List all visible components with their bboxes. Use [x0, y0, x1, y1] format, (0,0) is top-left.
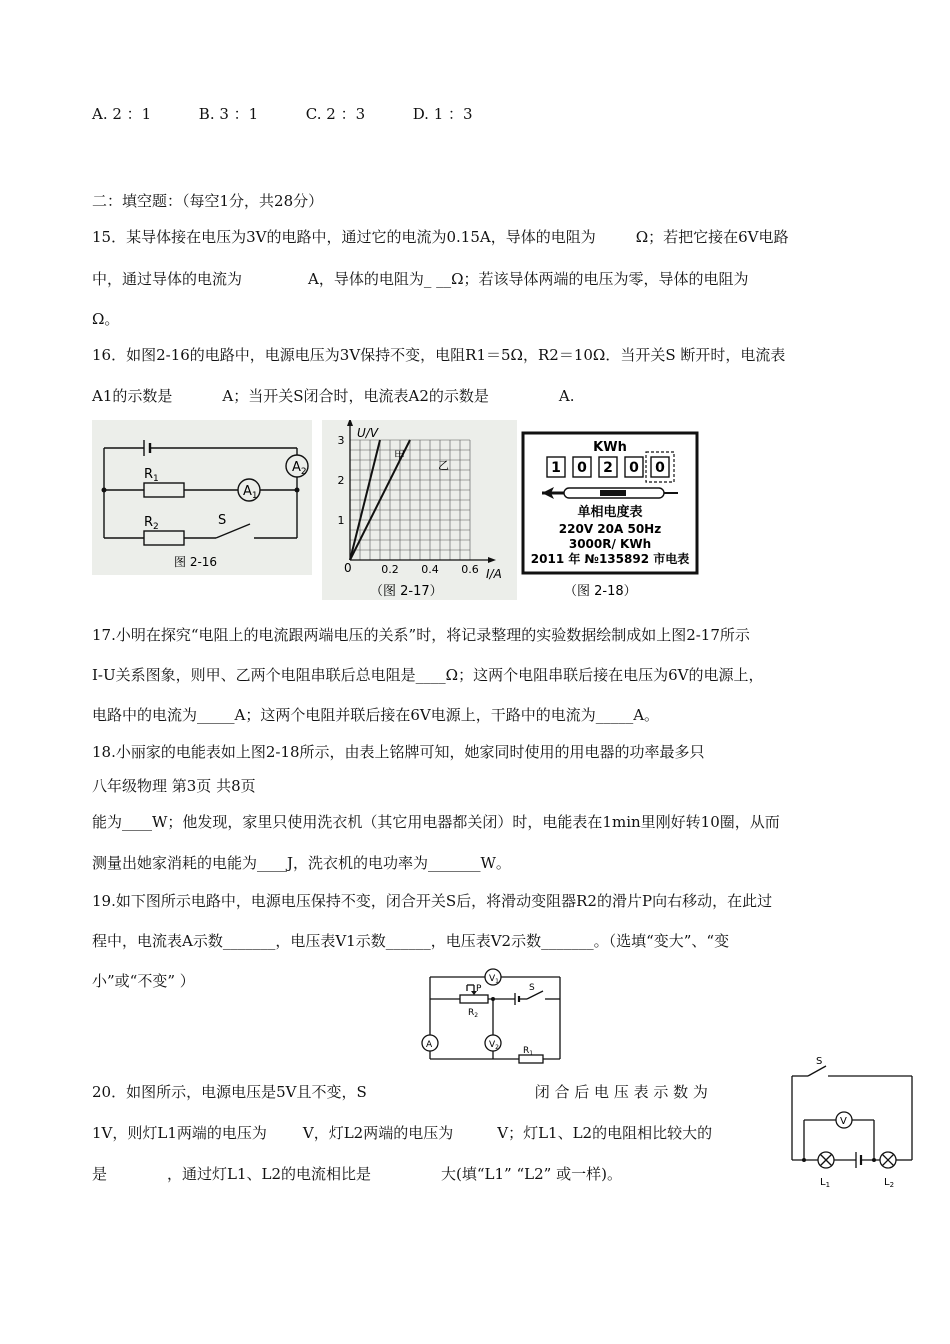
- option-a: A. 2 ：1: [92, 105, 152, 123]
- figure-2-16-caption: 图 2-16: [174, 555, 218, 569]
- q19-line1: 19.如下图所示电路中，电源电压保持不变，闭合开关S后，将滑动变阻器R2的滑片P向右移动，在此过: [92, 892, 773, 910]
- figure-2-17-chart: [322, 420, 517, 600]
- series-label-yi: 乙: [438, 459, 449, 472]
- ammeter-a2-label: $A_2$: [292, 460, 307, 477]
- q18-line3: 测量出她家消耗的电能为____J，洗衣机的电功率为_______W。: [92, 854, 511, 872]
- lamp-l2-label: $L_2$: [884, 1177, 895, 1189]
- q17-line3: 电路中的电流为_____A；这两个电阻并联后接在6V电源上，干路中的电流为_____A。: [92, 706, 660, 724]
- q16-line1: 16．如图2-16的电路中，电源电压为3V保持不变，电阻R1＝5Ω，R2＝10Ω．当开关S 断开时，电流表: [92, 346, 786, 364]
- y-tick-label: 2: [337, 474, 345, 487]
- figure-2-16-circuit: [92, 420, 312, 575]
- meter-digit-5: 0: [655, 460, 665, 476]
- x-tick-label: 0.6: [461, 563, 479, 576]
- rheostat-r2-label: $R_2$: [468, 1008, 479, 1019]
- meter-unit: KWh: [593, 440, 627, 455]
- meter-spec-revolutions: 3000R/ KWh: [568, 537, 652, 551]
- ammeter-a1-label: $A_1$: [243, 484, 258, 501]
- figure-2-18-caption: （图 2-18）: [564, 584, 637, 599]
- q15-line3: Ω。: [92, 310, 120, 328]
- meter-spec-voltage: 220V 20A 50Hz: [558, 522, 662, 536]
- option-b: B. 3 ：1: [198, 105, 259, 123]
- q20-circuit-figure: [786, 1052, 916, 1194]
- ammeter-a-label: A: [426, 1040, 433, 1050]
- q17-line1: 17.小明在探究“电阻上的电流跟两端电压的关系”时，将记录整理的实验数据绘制成如上图2-17所示: [92, 626, 750, 644]
- q18-line1: 18.小丽家的电能表如上图2-18所示，由表上铭牌可知，她家同时使用的用电器的功率最多只: [92, 743, 705, 761]
- slider-p-label: P: [476, 984, 482, 994]
- option-c: C. 2 ：3: [305, 105, 366, 123]
- figure-2-18-meter: [520, 430, 700, 600]
- meter-digit-1: 1: [551, 460, 561, 476]
- voltmeter-v2-label: $V_2$: [489, 1040, 499, 1051]
- q15-line1: 15．某导体接在电压为3V的电路中，通过它的电流为0.15A，导体的电阻为 Ω；若把它接在6V电路: [92, 228, 789, 246]
- q16-line2: A1的示数是 A；当开关S闭合时，电流表A2的示数是 A.: [92, 387, 575, 405]
- q20-line1: 20．如图所示，电源电压是5V且不变，S 闭 合 后 电 压 表 示 数 为: [92, 1083, 708, 1101]
- meter-digit-3: 2: [603, 460, 613, 476]
- chart-origin-label: 0: [344, 561, 352, 575]
- x-tick-label: 0.4: [421, 563, 439, 576]
- figure-2-17-caption: （图 2-17）: [370, 584, 443, 599]
- switch-s-label: S: [529, 983, 535, 993]
- q20-line3: 是 ，通过灯L1、L2的电流相比是 大(填“L1” “L2” 或一样)。: [92, 1165, 622, 1183]
- switch-s-label: S: [816, 1056, 823, 1067]
- meter-digit-4: 0: [629, 460, 639, 476]
- q20-line2: 1V，则灯L1两端的电压为 V，灯L2两端的电压为 V；灯L1、L2的电阻相比较大的: [92, 1124, 713, 1142]
- meter-name: 单相电度表: [577, 505, 643, 520]
- voltmeter-v1-label: $V_1$: [489, 974, 499, 985]
- lamp-l1-label: $L_1$: [820, 1177, 831, 1189]
- q18-line2: 能为____W；他发现，家里只使用洗衣机（其它用电器都关闭）时，电能表在1min里刚好转10圈，从而: [92, 813, 780, 831]
- q14-options: [92, 103, 473, 124]
- page-footer: 八年级物理 第3页 共8页: [92, 777, 256, 795]
- q17-line2: I-U关系图象，则甲、乙两个电阻串联后总电阻是____Ω；这两个电阻串联后接在电压为6V的电源上，: [92, 666, 764, 684]
- section2-title: 二：填空题：（每空1分，共28分）: [92, 192, 324, 210]
- option-d: D. 1 ：3: [412, 105, 473, 123]
- y-axis-label: U/V: [357, 426, 379, 440]
- meter-spec-serial: 2011 年 №135892 市电表: [530, 552, 690, 566]
- q19-circuit-figure: [415, 967, 575, 1067]
- q19-line3: 小”或“不变” ）: [92, 972, 195, 990]
- q15-line2: 中，通过导体的电流为 A，导体的电阻为_ __Ω；若该导体两端的电压为零，导体的电阻为: [92, 270, 749, 288]
- resistor-r1-label: $R_1$: [523, 1046, 534, 1057]
- resistor-r2-label: $R_2$: [144, 515, 159, 532]
- y-tick-label: 1: [337, 514, 345, 527]
- switch-s-label: S: [218, 513, 227, 528]
- meter-digit-2: 0: [577, 460, 587, 476]
- resistor-r1-label: $R_1$: [144, 467, 159, 484]
- x-axis-label: I/A: [486, 567, 502, 581]
- y-tick-label: 3: [337, 434, 345, 447]
- series-label-jia: 甲: [394, 449, 405, 462]
- voltmeter-v-label: V: [840, 1116, 847, 1127]
- x-tick-label: 0.2: [381, 563, 399, 576]
- q19-line2: 程中，电流表A示数_______，电压表V1示数______，电压表V2示数_______。（选填“变大”、“变: [92, 932, 730, 950]
